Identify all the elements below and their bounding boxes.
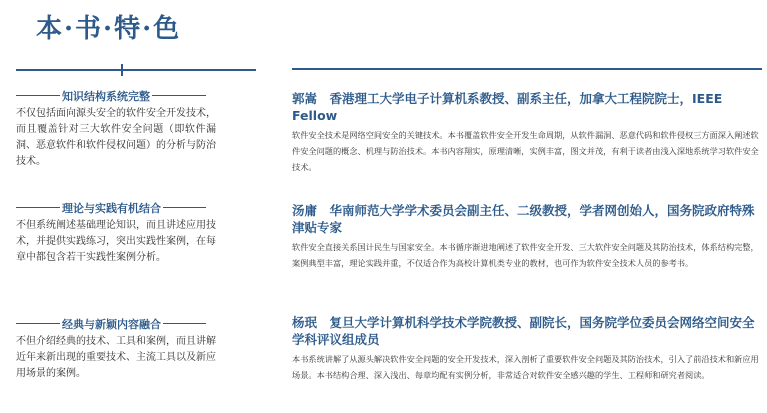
right-divider: [292, 68, 762, 70]
review-text: 本书系统讲解了从源头解决软件安全问题的安全开发技术，深入剖析了重要软件安全问题及其防治技术，引入了前沿技术和新应用场景。本书结构合理、深入浅出、每章均配有实例分析，非常适合对软件安全感兴趣的学生、工程师和研究者阅读。: [292, 354, 759, 380]
feature-text: 不仅包括面向源头安全的软件安全开发技术，而且覆盖针对三大软件安全问题（即软件漏洞、恶意软件和软件侵权问题）的分析与防治技术。: [16, 108, 216, 167]
feature-heading: [16, 200, 216, 214]
review-text: 软件安全直接关系国计民生与国家安全。本书循序渐进地阐述了软件安全开发、三大软件安全问题及其防治技术，体系结构完整，案例典型丰富，理论实践并重，不仅适合作为高校计算机类专业的教材，也可作为软件安全技术人员的参考书。: [292, 242, 759, 268]
feature-heading: [16, 88, 216, 102]
reviewer-heading: 汤庸 华南师范大学学术委员会副主任、二级教授，学者网创始人，国务院政府特殊津贴专家: [292, 203, 755, 235]
feature-text: 不但介绍经典的技术、工具和案例，而且讲解近年来新出现的重要技术、主流工具以及新应用场景的案例。: [16, 336, 216, 379]
feature-heading-text: 知识结构系统完整: [62, 90, 150, 103]
feature-block-classic-new: [16, 316, 216, 382]
feature-block-practice: [16, 200, 216, 266]
feature-block-structure: [16, 88, 216, 170]
review-block-guo: [292, 90, 764, 175]
feature-heading: [16, 316, 216, 330]
left-divider: [16, 64, 256, 76]
review-block-tang: [292, 202, 764, 271]
reviewer-heading: 郭嵩 香港理工大学电子计算机系教授、副系主任，加拿大工程院院士，IEEE Fellow: [292, 91, 723, 123]
feature-heading-text: 理论与实践有机结合: [62, 202, 161, 215]
reviewer-heading: 杨珉 复旦大学计算机科学技术学院教授、副院长，国务院学位委员会网络空间安全学科评议组成员: [292, 315, 755, 347]
review-block-yang: [292, 314, 764, 383]
feature-text: 不但系统阐述基础理论知识，而且讲述应用技术，并提供实践练习，突出实践性案例，在每章中都包含若干实践性案例分析。: [16, 220, 216, 263]
section-title: 本·书·特·色: [36, 14, 182, 44]
review-text: 软件安全技术是网络空间安全的关键技术。本书覆盖软件安全开发生命周期，从软件漏洞、恶意代码和软件侵权三方面深入阐述软件安全问题的概念、机理与防治技术。本书内容翔实，原理清晰，实例丰富，图文并茂，有利于读者由浅入深地系统学习软件安全技术。: [292, 130, 759, 172]
feature-heading-text: 经典与新颖内容融合: [62, 318, 161, 331]
